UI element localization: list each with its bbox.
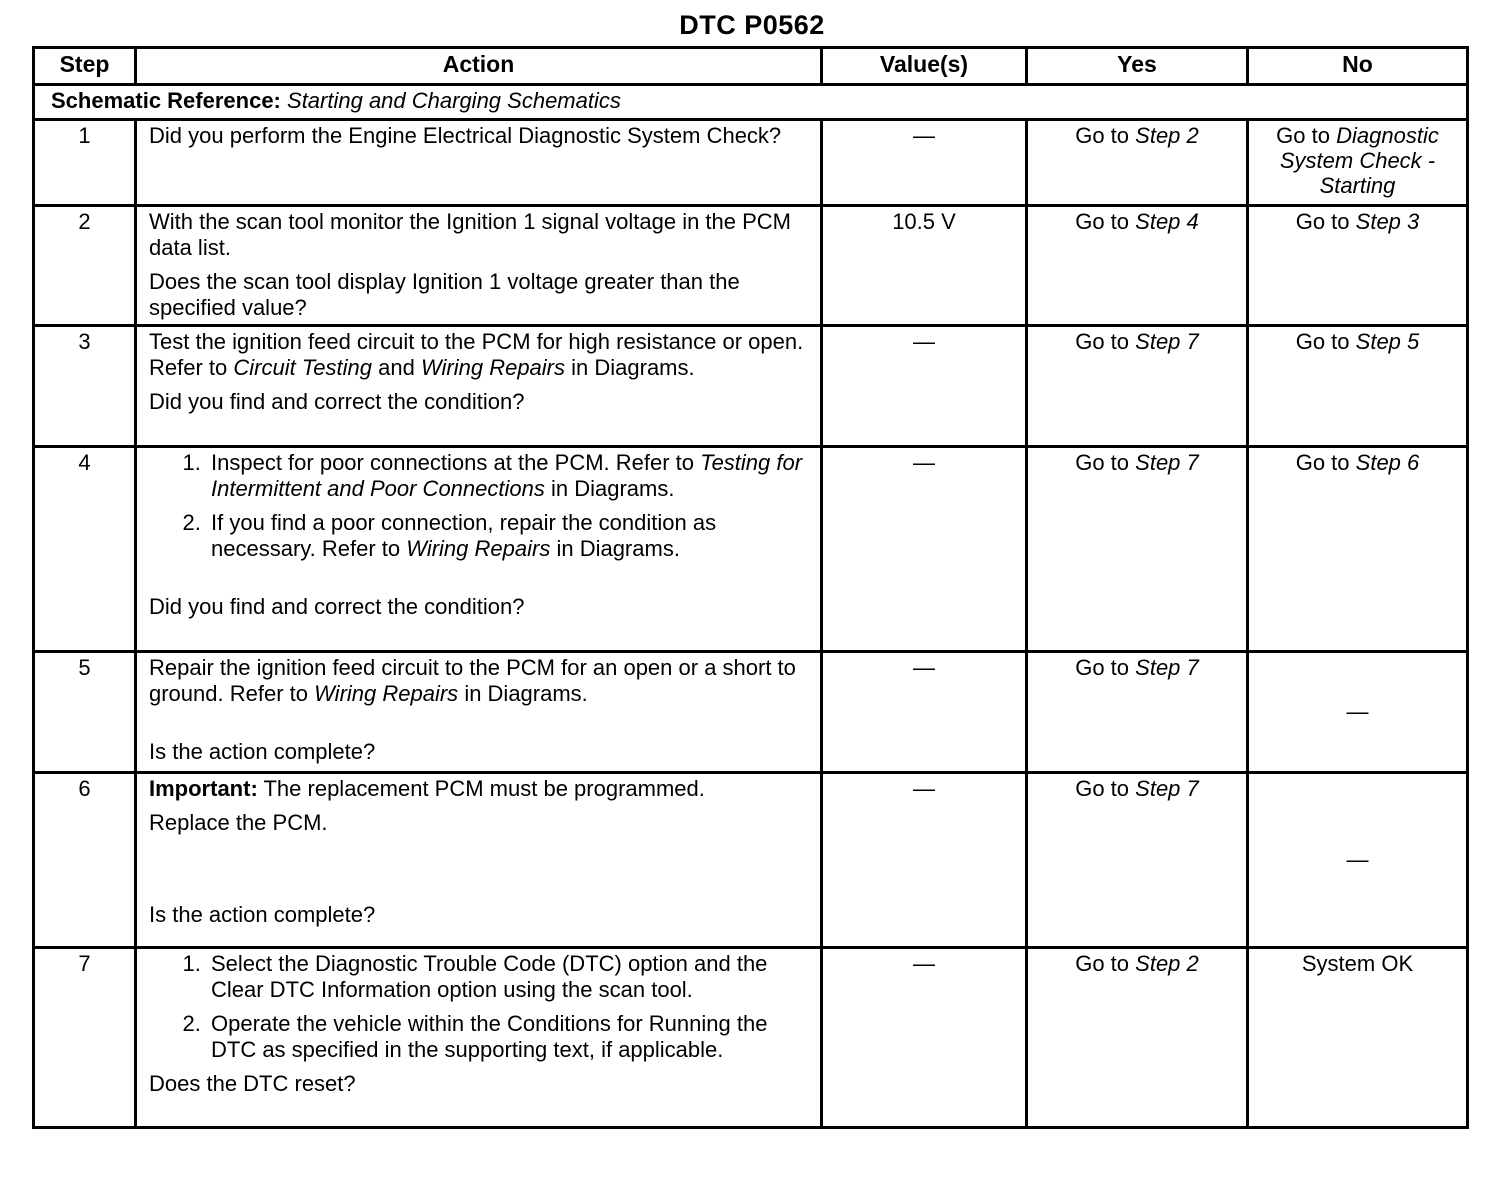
no-prefix: Go to xyxy=(1295,209,1350,234)
yes-cell[interactable] xyxy=(1027,120,1248,206)
yes-target-link[interactable]: Step 4 xyxy=(1135,209,1199,234)
value-cell: — xyxy=(822,326,1027,447)
header-action: Action xyxy=(136,48,822,85)
yes-prefix: Go to xyxy=(1075,776,1130,801)
action-text: Repair the ignition feed circuit to the PCM for an open or a short to ground. Refer to Wiring Repairs in Diagrams. xyxy=(149,655,796,706)
yes-cell[interactable] xyxy=(1027,326,1248,447)
action-question: Does the scan tool display Ignition 1 voltage greater than the specified value? xyxy=(149,269,740,320)
yes-cell[interactable] xyxy=(1027,773,1248,948)
action-question: Is the action complete? xyxy=(149,739,376,764)
wiring-repairs-link[interactable]: Wiring Repairs xyxy=(406,536,551,561)
no-cell[interactable] xyxy=(1248,447,1468,652)
yes-target-link[interactable]: Step 2 xyxy=(1135,123,1199,148)
step-number: 1 xyxy=(34,120,136,206)
header-step: Step xyxy=(34,48,136,85)
no-cell: — xyxy=(1248,652,1468,773)
action-text: Replace the PCM. xyxy=(149,810,328,835)
dtc-table xyxy=(32,46,1469,1129)
action-question: Does the DTC reset? xyxy=(149,1071,356,1096)
schematic-reference-label: Schematic Reference: xyxy=(51,88,281,113)
no-prefix: Go to xyxy=(1276,123,1330,148)
wiring-repairs-link[interactable]: Wiring Repairs xyxy=(420,355,566,380)
no-target-link[interactable]: Step 3 xyxy=(1355,209,1420,234)
table-row-step-1 xyxy=(34,120,1468,206)
action-question: Did you perform the Engine Electrical Diagnostic System Check? xyxy=(149,123,782,148)
header-no: No xyxy=(1248,48,1468,85)
action-text: With the scan tool monitor the Ignition 1 signal voltage in the PCM data list. xyxy=(149,209,792,260)
list-item: 1. Select the Diagnostic Trouble Code (DTC) option and the Clear DTC Information option using the scan tool. xyxy=(207,951,808,1003)
action-cell xyxy=(136,447,822,652)
table-row-step-6 xyxy=(34,773,1468,948)
value-cell: — xyxy=(822,447,1027,652)
header-values: Value(s) xyxy=(822,48,1027,85)
no-prefix: Go to xyxy=(1295,329,1350,354)
yes-target-link[interactable]: Step 2 xyxy=(1135,951,1199,976)
action-cell xyxy=(136,652,822,773)
yes-target-link[interactable]: Step 7 xyxy=(1135,329,1199,354)
no-target-link[interactable]: Step 5 xyxy=(1355,329,1420,354)
action-list xyxy=(149,450,808,562)
value-cell: — xyxy=(822,120,1027,206)
action-list xyxy=(149,951,808,1063)
list-item: 2. Operate the vehicle within the Conditions for Running the DTC as specified in the supporting text, if applicable. xyxy=(207,1011,808,1063)
yes-cell[interactable] xyxy=(1027,206,1248,326)
yes-prefix: Go to xyxy=(1075,951,1130,976)
step-number: 3 xyxy=(34,326,136,447)
action-cell xyxy=(136,120,822,206)
yes-cell[interactable] xyxy=(1027,447,1248,652)
action-cell xyxy=(136,948,822,1128)
step-number: 5 xyxy=(34,652,136,773)
no-target-link[interactable]: Diagnostic System Check - Starting xyxy=(1279,123,1439,198)
action-question: Is the action complete? xyxy=(149,902,376,927)
no-cell: — xyxy=(1248,773,1468,948)
yes-prefix: Go to xyxy=(1075,209,1130,234)
action-question: Did you find and correct the condition? xyxy=(149,594,525,619)
wiring-repairs-link[interactable]: Wiring Repairs xyxy=(314,681,459,706)
action-text-and: and xyxy=(378,355,415,380)
table-row-step-3 xyxy=(34,326,1468,447)
value-cell: 10.5 V xyxy=(822,206,1027,326)
action-cell xyxy=(136,326,822,447)
step-number: 7 xyxy=(34,948,136,1128)
circuit-testing-link[interactable]: Circuit Testing xyxy=(233,355,372,380)
schematic-reference-link[interactable]: Starting and Charging Schematics xyxy=(287,88,621,113)
step-number: 4 xyxy=(34,447,136,652)
no-cell[interactable] xyxy=(1248,206,1468,326)
yes-prefix: Go to xyxy=(1075,123,1130,148)
action-cell xyxy=(136,206,822,326)
yes-target-link[interactable]: Step 7 xyxy=(1135,655,1199,680)
page-title: DTC P0562 xyxy=(679,10,825,40)
yes-cell[interactable] xyxy=(1027,948,1248,1128)
list-item: 2. If you find a poor connection, repair the condition as necessary. Refer to Wiring Repairs in Diagrams. xyxy=(207,510,808,562)
action-cell xyxy=(136,773,822,948)
no-prefix: Go to xyxy=(1295,450,1350,475)
table-row-step-5 xyxy=(34,652,1468,773)
table-row-step-7 xyxy=(34,948,1468,1128)
header-yes: Yes xyxy=(1027,48,1248,85)
table-row-step-2 xyxy=(34,206,1468,326)
list-item: 1. Inspect for poor connections at the PCM. Refer to Testing for Intermittent and Poor Connections in Diagrams. xyxy=(207,450,808,502)
important-label: Important: xyxy=(149,776,258,801)
no-cell: System OK xyxy=(1248,948,1468,1128)
action-text xyxy=(149,329,808,381)
no-target-link[interactable]: Step 6 xyxy=(1355,450,1420,475)
step-number: 2 xyxy=(34,206,136,326)
important-note: Important: The replacement PCM must be programmed. xyxy=(149,776,705,801)
yes-target-link[interactable]: Step 7 xyxy=(1135,450,1199,475)
value-cell: — xyxy=(822,948,1027,1128)
testing-intermittent-link[interactable]: Testing for Intermittent and Poor Connections xyxy=(211,450,803,501)
action-text-tail: in Diagrams. xyxy=(571,355,695,380)
no-cell[interactable] xyxy=(1248,120,1468,206)
action-text-main: Test the ignition feed circuit to the PCM for high resistance or open. Refer to xyxy=(149,329,804,380)
yes-target-link[interactable]: Step 7 xyxy=(1135,776,1199,801)
table-row-step-4 xyxy=(34,447,1468,652)
table-header-row xyxy=(34,48,1468,85)
action-question: Did you find and correct the condition? xyxy=(149,389,525,414)
step-number: 6 xyxy=(34,773,136,948)
value-cell: — xyxy=(822,652,1027,773)
value-cell: — xyxy=(822,773,1027,948)
yes-cell[interactable] xyxy=(1027,652,1248,773)
no-cell[interactable] xyxy=(1248,326,1468,447)
yes-prefix: Go to xyxy=(1075,329,1130,354)
yes-prefix: Go to xyxy=(1075,450,1130,475)
schematic-reference-row xyxy=(34,85,1468,120)
yes-prefix: Go to xyxy=(1075,655,1130,680)
